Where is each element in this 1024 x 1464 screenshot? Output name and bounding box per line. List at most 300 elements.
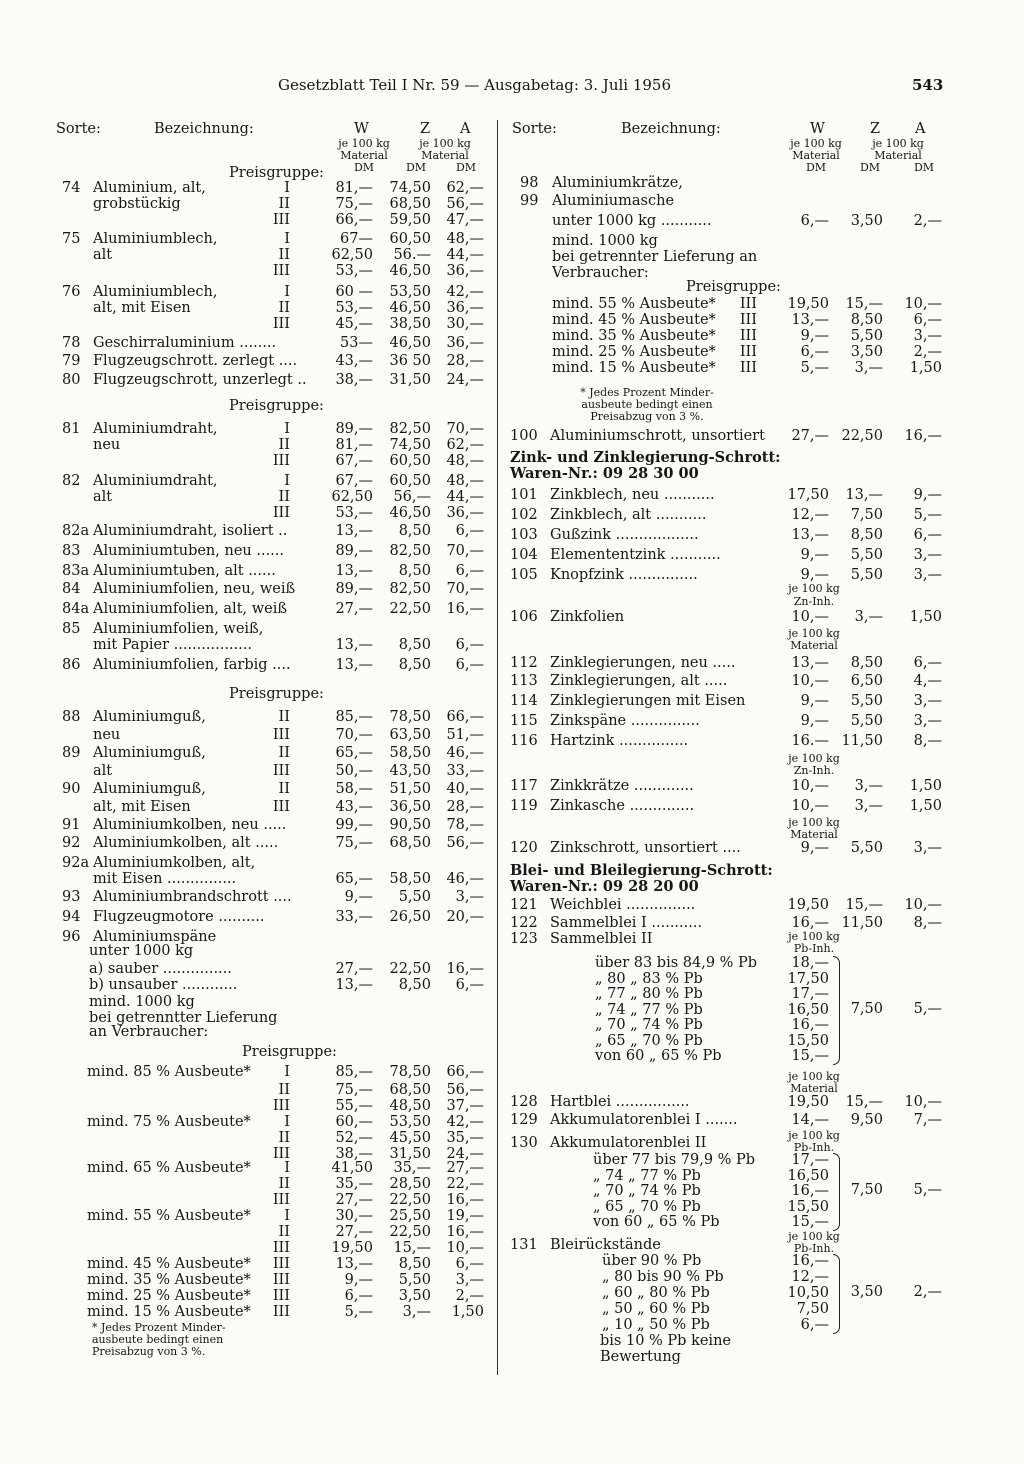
left-sorte-number: 83a: [62, 563, 90, 579]
right-bezeichnung: Hartblei ................: [550, 1094, 690, 1110]
left-value-a: 30,—: [446, 316, 484, 332]
left-bezeichnung: Flugzeugschrott. zerlegt ....: [93, 353, 298, 369]
left-preisgruppe: I: [284, 180, 290, 196]
col-header-a: A: [915, 121, 926, 137]
left-value-w: 13,—: [335, 523, 373, 539]
sorte130-value-a: 5,—: [913, 1182, 942, 1198]
left-bezeichnung: Aluminiumdraht,: [93, 473, 218, 489]
sorte123-range: „ 77 „ 80 % Pb: [595, 986, 703, 1002]
right-value-z: 15,—: [845, 897, 883, 913]
unit-label: Zn-Inh.: [793, 595, 835, 608]
right-value-a: 16,—: [904, 428, 942, 444]
left-value-w: 52,—: [335, 1130, 373, 1146]
left-value-z: 15,—: [393, 1240, 431, 1256]
right-value-a: 3,—: [913, 840, 942, 856]
right-sorte-number: 121: [510, 897, 538, 913]
left-bezeichnung: Aluminiumkolben, alt .....: [93, 835, 279, 851]
left-sorte-number: 79: [62, 353, 81, 369]
left-bezeichnung: Aluminiumspäne: [93, 929, 217, 945]
left-sorte-number: 83: [62, 543, 81, 559]
sorte131-value-w: 10,50: [787, 1285, 829, 1301]
left-value-w: 53,—: [335, 505, 373, 521]
left-preisgruppe: III: [272, 453, 290, 469]
left-value-z: 56.—: [393, 247, 431, 263]
right-value-w: 13,—: [791, 655, 829, 671]
sorte131-value-w: 16,—: [791, 1253, 829, 1269]
col-header-w: W: [810, 121, 825, 137]
left-value-w: 27,—: [335, 961, 373, 977]
left-preisgruppe: II: [278, 1082, 290, 1098]
right-value-z: 3,50: [850, 213, 883, 229]
col-header-dm-a: DM: [455, 161, 477, 174]
right-value-w: 10,—: [791, 673, 829, 689]
right-bezeichnung: Bleirückstände: [550, 1237, 661, 1253]
col-header-sorte: Sorte:: [56, 121, 101, 137]
right-value-w: 19,50: [787, 1094, 829, 1110]
left-preisgruppe: II: [278, 300, 290, 316]
left-value-z: 58,50: [389, 745, 431, 761]
left-value-z: 8,50: [398, 637, 431, 653]
right-bezeichnung: mind. 15 % Ausbeute*: [552, 360, 716, 376]
right-value-w: 9,—: [800, 567, 829, 583]
left-bezeichnung: Aluminiumkolben, neu .....: [93, 817, 287, 833]
left-value-w: 50,—: [335, 763, 373, 779]
right-bezeichnung: Zinklegierungen, neu .....: [550, 655, 736, 671]
right-footnote: Preisabzug von 3 %.: [590, 410, 704, 423]
right-value-a: 6,—: [913, 312, 942, 328]
right-sorte-number: 99: [520, 193, 539, 209]
right-value-w: 10,—: [791, 778, 829, 794]
left-value-w: 75,—: [335, 835, 373, 851]
right-sorte-number: 117: [510, 778, 538, 794]
left-preisgruppe: II: [278, 437, 290, 453]
left-value-a: 6,—: [455, 1256, 484, 1272]
left-bezeichnung: alt: [93, 489, 113, 505]
left-value-w: 27,—: [335, 601, 373, 617]
sorte123-value-w: 16,50: [787, 1001, 829, 1018]
left-value-z: 60,50: [389, 453, 431, 469]
left-value-a: 42,—: [446, 284, 484, 300]
col-header-material-w: Material: [792, 149, 840, 162]
right-bezeichnung: Gußzink ..................: [550, 527, 699, 543]
right-value-z: 9,50: [850, 1112, 883, 1128]
sorte131-value-w: 6,—: [800, 1317, 829, 1333]
section-waren-nr-blei: Waren-Nr.: 09 28 20 00: [510, 878, 699, 895]
left-bezeichnung: neu: [93, 437, 121, 453]
left-value-a: 51,—: [446, 727, 484, 743]
unit-label: je 100 kg: [788, 1070, 840, 1083]
left-bezeichnung: alt: [93, 763, 113, 779]
left-sorte-number: 94: [62, 909, 81, 925]
sorte131-value-w: 7,50: [796, 1301, 829, 1317]
right-sorte-number: 98: [520, 175, 539, 191]
left-value-z: 8,50: [398, 563, 431, 579]
left-value-w: 85,—: [335, 709, 373, 725]
left-bezeichnung: Aluminiumguß,: [93, 709, 206, 725]
left-value-a: 36,—: [446, 505, 484, 521]
left-value-w: 27,—: [335, 1192, 373, 1208]
right-value-w: 19,50: [787, 296, 829, 312]
left-value-z: 51,50: [389, 781, 431, 797]
right-sorte-number: 116: [510, 733, 538, 749]
left-value-w: 75,—: [335, 1082, 373, 1098]
left-value-w: 41,50: [331, 1160, 373, 1176]
left-preisgruppe: I: [284, 1114, 290, 1130]
left-bezeichnung: b) unsauber ............: [89, 977, 238, 993]
left-value-z: 56,—: [393, 489, 431, 505]
left-value-a: 46,—: [446, 745, 484, 761]
right-preisgruppe: III: [739, 344, 757, 360]
sorte123-value-w: 15,—: [791, 1048, 829, 1064]
right-value-a: 2,—: [913, 344, 942, 360]
right-value-w: 6,—: [800, 213, 829, 229]
right-value-a: 6,—: [913, 655, 942, 671]
col-header-je100-za: je 100 kg: [419, 137, 471, 150]
left-value-z: 82,50: [389, 421, 431, 437]
right-bezeichnung: Zinklegierungen mit Eisen: [550, 693, 746, 709]
col-header-material-w: Material: [340, 149, 388, 162]
right-footnote: * Jedes Prozent Minder-: [580, 386, 714, 399]
left-value-z: 8,50: [398, 657, 431, 673]
left-value-z: 58,50: [389, 871, 431, 887]
sorte123-range: „ 70 „ 74 % Pb: [595, 1017, 703, 1033]
left-value-a: 66,—: [446, 709, 484, 725]
left-value-z: 53,50: [389, 284, 431, 300]
right-value-a: 8,—: [913, 733, 942, 749]
left-value-z: 48,50: [389, 1098, 431, 1114]
right-value-z: 8,50: [850, 312, 883, 328]
left-value-z: 82,50: [389, 581, 431, 597]
left-value-w: 70,—: [335, 727, 373, 743]
right-value-z: 7,50: [850, 507, 883, 523]
col-header-dm-a: DM: [913, 161, 935, 174]
left-value-z: 8,50: [398, 523, 431, 539]
left-value-z: 43,50: [389, 763, 431, 779]
left-sorte-number: 86: [62, 657, 81, 673]
left-preisgruppe: I: [284, 284, 290, 300]
right-value-a: 3,—: [913, 713, 942, 729]
col-header-z: Z: [420, 121, 431, 137]
right-bezeichnung: mind. 35 % Ausbeute*: [552, 328, 716, 344]
left-value-z: 68,50: [389, 196, 431, 212]
left-preisgruppe: II: [278, 709, 290, 725]
left-bezeichnung: Aluminiumtuben, alt ......: [93, 563, 276, 579]
right-sorte-number: 113: [510, 673, 538, 689]
right-value-a: 8,—: [913, 915, 942, 931]
left-preisgruppe: III: [272, 1192, 290, 1208]
right-value-a: 10,—: [904, 296, 942, 312]
left-preisgruppe: I: [284, 1064, 290, 1080]
right-sorte-number: 115: [510, 713, 538, 729]
right-value-w: 14,—: [791, 1112, 829, 1128]
column-divider: [497, 120, 498, 1375]
left-value-a: 1,50: [451, 1304, 484, 1320]
right-value-a: 3,—: [913, 567, 942, 583]
left-value-a: 24,—: [446, 1146, 484, 1162]
left-preisgruppe: I: [284, 1160, 290, 1176]
right-value-a: 5,—: [913, 507, 942, 523]
left-sorte-number: 93: [62, 889, 81, 905]
left-value-z: 90,50: [389, 817, 431, 833]
left-value-w: 13,—: [335, 563, 373, 579]
unit-label: Material: [790, 1082, 838, 1095]
right-bezeichnung: Sammelblei I ...........: [550, 915, 703, 931]
right-sorte-number: 101: [510, 487, 538, 503]
sorte130-value-w: 17,—: [791, 1152, 829, 1168]
left-preisgruppe: II: [278, 781, 290, 797]
left-value-z: 31,50: [389, 372, 431, 388]
right-value-z: 3,—: [854, 778, 883, 794]
unit-label: je 100 kg: [788, 582, 840, 595]
left-preisgruppe: III: [272, 1256, 290, 1272]
right-value-z: 3,—: [854, 798, 883, 814]
left-value-a: 16,—: [446, 1224, 484, 1240]
right-value-w: 9,—: [800, 693, 829, 709]
right-value-z: 15,—: [845, 296, 883, 312]
sorte123-range: von 60 „ 65 % Pb: [595, 1048, 722, 1064]
section-heading-zink: Zink- und Zinklegierung-Schrott:: [510, 449, 781, 466]
left-value-w: 38,—: [335, 1146, 373, 1162]
unit-label: je 100 kg: [788, 752, 840, 765]
left-value-z: 28,50: [389, 1176, 431, 1192]
col-header-dm-z: DM: [859, 161, 881, 174]
left-preisgruppe: III: [272, 263, 290, 279]
right-sorte-number: 131: [510, 1237, 538, 1253]
right-bezeichnung: Knopfzink ...............: [550, 567, 698, 583]
right-sorte-number: 119: [510, 798, 538, 814]
left-bezeichnung: grobstückig: [93, 196, 181, 212]
col-header-dm-w: DM: [353, 161, 375, 174]
left-value-w: 53,—: [335, 263, 373, 279]
left-preisgruppe: III: [272, 1304, 290, 1320]
right-value-w: 10,—: [791, 798, 829, 814]
left-value-z: 22,50: [389, 1224, 431, 1240]
left-value-z: 46,50: [389, 335, 431, 351]
left-value-z: 46,50: [389, 505, 431, 521]
sorte131-value-w: 12,—: [791, 1269, 829, 1285]
left-preisgruppe: III: [272, 1146, 290, 1162]
left-bezeichnung: Aluminiumtuben, neu ......: [93, 543, 285, 559]
right-value-z: 13,—: [845, 487, 883, 503]
left-bezeichnung: Aluminiumblech,: [93, 284, 218, 300]
right-bezeichnung: Zinkspäne ...............: [550, 713, 700, 729]
left-value-z: 45,50: [389, 1130, 431, 1146]
left-value-a: 46,—: [446, 871, 484, 887]
left-value-z: 8,50: [398, 977, 431, 993]
left-preisgruppe: II: [278, 489, 290, 505]
right-sorte-number: 106: [510, 609, 538, 625]
left-sorte-number: 74: [62, 180, 81, 196]
right-value-z: 8,50: [850, 527, 883, 543]
left-preisgruppe: II: [278, 1224, 290, 1240]
section-waren-nr-zink: Waren-Nr.: 09 28 30 00: [510, 465, 699, 482]
left-value-w: 30,—: [335, 1208, 373, 1224]
left-preisgruppe: II: [278, 1130, 290, 1146]
sorte131-range: „ 60 „ 80 % Pb: [602, 1285, 710, 1301]
right-value-z: 5,50: [850, 547, 883, 563]
left-bezeichnung: alt, mit Eisen: [93, 300, 191, 316]
right-value-a: 10,—: [904, 897, 942, 913]
left-sorte-number: 82: [62, 473, 81, 489]
right-value-w: 5,—: [800, 360, 829, 376]
right-value-a: 4,—: [913, 673, 942, 689]
left-value-w: 81,—: [335, 437, 373, 453]
left-value-w: 19,50: [331, 1240, 373, 1256]
left-preisgruppe: III: [272, 1098, 290, 1114]
right-value-z: 11,50: [841, 733, 883, 749]
sorte130-value-w: 16,50: [787, 1167, 829, 1184]
right-bezeichnung: Verbraucher:: [552, 265, 649, 281]
left-bezeichnung: mind. 15 % Ausbeute*: [87, 1304, 251, 1320]
left-value-a: 24,—: [446, 372, 484, 388]
left-value-a: 36,—: [446, 335, 484, 351]
sorte131-range: „ 80 bis 90 % Pb: [602, 1269, 724, 1285]
sorte130-value-z: 7,50: [850, 1182, 883, 1198]
left-value-z: 25,50: [389, 1208, 431, 1224]
sorte130-value-w: 16,—: [791, 1183, 829, 1199]
sorte130-range: „ 70 „ 74 % Pb: [593, 1183, 701, 1199]
left-bezeichnung: mit Papier .................: [93, 637, 252, 653]
left-preisgruppe: I: [284, 421, 290, 437]
left-bezeichnung: Aluminiumbrandschrott ....: [93, 889, 292, 905]
left-value-z: 35,—: [393, 1160, 431, 1176]
left-value-z: 36 50: [389, 353, 431, 369]
preisgruppe-heading: Preisgruppe:: [229, 165, 324, 181]
left-preisgruppe: II: [278, 196, 290, 212]
sorte131-range: über 90 % Pb: [602, 1253, 702, 1269]
right-sorte-number: 102: [510, 507, 538, 523]
col-header-je100-w: je 100 kg: [790, 137, 842, 150]
left-value-z: 78,50: [389, 1064, 431, 1080]
col-header-je100-za: je 100 kg: [872, 137, 924, 150]
left-value-a: 20,—: [446, 909, 484, 925]
left-value-z: 68,50: [389, 835, 431, 851]
right-value-w: 9,—: [800, 713, 829, 729]
left-value-w: 33,—: [335, 909, 373, 925]
left-value-z: 74,50: [389, 437, 431, 453]
left-value-a: 48,—: [446, 453, 484, 469]
sorte123-value-w: 15,50: [787, 1032, 829, 1049]
left-value-w: 53,—: [335, 300, 373, 316]
page-number: 543: [912, 76, 944, 94]
right-preisgruppe: III: [739, 360, 757, 376]
left-preisgruppe: III: [272, 799, 290, 815]
left-bezeichnung: Aluminiumguß,: [93, 745, 206, 761]
sorte131-note: Bewertung: [600, 1349, 681, 1365]
left-value-a: 19,—: [446, 1208, 484, 1224]
left-value-z: 22,50: [389, 601, 431, 617]
left-bezeichnung: Aluminiumkolben, alt,: [93, 855, 256, 871]
left-sorte-number: 92a: [62, 855, 90, 871]
left-sorte-number: 88: [62, 709, 81, 725]
unit-label: je 100 kg: [788, 1129, 840, 1142]
sorte130-range: über 77 bis 79,9 % Pb: [593, 1152, 756, 1168]
left-value-w: 67—: [340, 231, 373, 247]
left-bezeichnung: mind. 65 % Ausbeute*: [87, 1160, 251, 1176]
left-value-z: 5,50: [398, 889, 431, 905]
sorte130-value-w: 15,50: [787, 1198, 829, 1215]
right-sorte-number: 112: [510, 655, 538, 671]
sorte130-value-w: 15,—: [791, 1214, 829, 1230]
left-value-a: 36,—: [446, 263, 484, 279]
left-value-w: 85,—: [335, 1064, 373, 1080]
left-preisgruppe: II: [278, 745, 290, 761]
right-bezeichnung: bei getrennter Lieferung an: [552, 249, 758, 265]
right-value-a: 1,50: [909, 360, 942, 376]
left-value-a: 33,—: [446, 763, 484, 779]
left-value-w: 13,—: [335, 637, 373, 653]
left-value-w: 27,—: [335, 1224, 373, 1240]
left-value-w: 65,—: [335, 871, 373, 887]
unit-label: Pb-Inh.: [793, 1242, 835, 1255]
right-value-z: 22,50: [841, 428, 883, 444]
left-preisgruppe: III: [272, 1272, 290, 1288]
left-value-w: 13,—: [335, 977, 373, 993]
right-bezeichnung: unter 1000 kg ...........: [552, 213, 712, 229]
left-value-a: 44,—: [446, 247, 484, 263]
left-value-a: 6,—: [455, 523, 484, 539]
col-header-dm-z: DM: [405, 161, 427, 174]
right-value-z: 5,50: [850, 693, 883, 709]
col-header-material-za: Material: [874, 149, 922, 162]
right-preisgruppe: III: [739, 312, 757, 328]
left-value-a: 6,—: [455, 977, 484, 993]
right-value-w: 10,—: [791, 609, 829, 625]
left-value-a: 6,—: [455, 563, 484, 579]
left-value-a: 62,—: [446, 180, 484, 196]
col-header-je100-w: je 100 kg: [338, 137, 390, 150]
right-bezeichnung: Zinkschrott, unsortiert ....: [550, 840, 741, 856]
right-value-w: 12,—: [791, 507, 829, 523]
right-value-z: 3,—: [854, 360, 883, 376]
left-value-w: 67,—: [335, 473, 373, 489]
left-value-a: 28,—: [446, 353, 484, 369]
left-bezeichnung: Flugzeugmotore ..........: [93, 909, 265, 925]
right-value-z: 15,—: [845, 1094, 883, 1110]
unit-label: Material: [790, 639, 838, 652]
right-bezeichnung: mind. 25 % Ausbeute*: [552, 344, 716, 360]
right-sorte-number: 130: [510, 1135, 538, 1151]
right-sorte-number: 114: [510, 693, 538, 709]
right-sorte-number: 120: [510, 840, 538, 856]
left-bezeichnung: Aluminiumguß,: [93, 781, 206, 797]
preisgruppe-heading: Preisgruppe:: [242, 1044, 337, 1060]
left-value-a: 22,—: [446, 1176, 484, 1192]
left-value-w: 43,—: [335, 353, 373, 369]
left-bezeichnung: mind. 75 % Ausbeute*: [87, 1114, 251, 1130]
right-footnote: ausbeute bedingt einen: [581, 398, 713, 411]
left-value-z: 74,50: [389, 180, 431, 196]
left-sorte-number: 92: [62, 835, 81, 851]
sorte123-value-z: 7,50: [850, 1000, 883, 1017]
left-value-a: 37,—: [446, 1098, 484, 1114]
left-value-w: 66,—: [335, 212, 373, 228]
left-value-a: 16,—: [446, 1192, 484, 1208]
left-bezeichnung: Aluminiumfolien, weiß,: [93, 621, 264, 637]
left-preisgruppe: III: [272, 763, 290, 779]
left-value-a: 78,—: [446, 817, 484, 833]
sorte123-value-a: 5,—: [913, 1000, 942, 1017]
left-value-z: 3,50: [398, 1288, 431, 1304]
left-bezeichnung: Aluminiumfolien, alt, weiß: [93, 601, 288, 617]
left-footnote: Preisabzug von 3 %.: [92, 1345, 206, 1358]
left-bezeichnung: Flugzeugschrott, unzerlegt ..: [93, 372, 307, 388]
sorte123-value-w: 16,—: [791, 1017, 829, 1033]
right-value-z: 11,50: [841, 915, 883, 931]
left-value-w: 60 —: [335, 284, 373, 300]
right-value-w: 13,—: [791, 527, 829, 543]
left-sorte-number: 75: [62, 231, 81, 247]
